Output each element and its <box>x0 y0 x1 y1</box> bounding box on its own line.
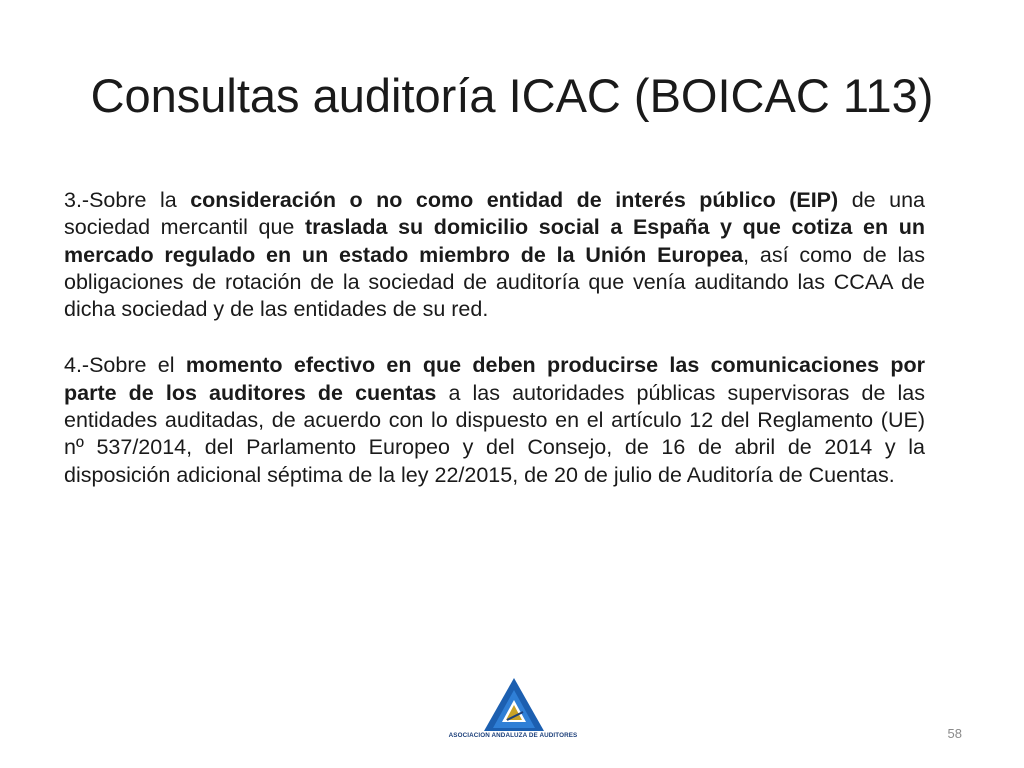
paragraph-consulta-3 <box>64 187 925 323</box>
bold-text-run: momento efectivo en que deben producirse las comunicaciones por parte de los auditores de cuentas <box>64 353 925 405</box>
bold-text-run: consideración o no como entidad de interés público (EIP) <box>190 188 839 212</box>
page-number: 58 <box>947 726 962 741</box>
text-run: , así como de las obligaciones de rotación de la sociedad de auditoría que venía auditando las CCAA de dicha sociedad y de las entidades de su red. <box>64 242 926 322</box>
slide-title: Consultas auditoría ICAC (BOICAC 113) <box>90 69 934 122</box>
slide-body <box>64 187 925 489</box>
logo-text: ASOCIACION ANDALUZA DE AUDITORES <box>448 732 578 739</box>
text-run: de una sociedad mercantil que <box>64 188 925 240</box>
text-run: 3.-Sobre la <box>64 188 191 212</box>
text-run: a las autoridades públicas supervisoras de las entidades auditadas, de acuerdo con lo dispuesto en el artículo 12 del Reglamento (UE) nº 537/2014, del Parlamento Europeo y del Consejo, de 16 de abril de 2014 y la disposición adicional séptima de la ley 22/2015, de 20 de julio de Auditoría de Cuentas. <box>64 380 925 487</box>
text-run: 4.-Sobre el <box>64 353 186 378</box>
association-logo <box>440 676 586 740</box>
triangle-logo-icon <box>483 676 545 732</box>
paragraph-consulta-4 <box>64 352 925 488</box>
bold-text-run: traslada su domicilio social a España y que cotiza en un mercado regulado en un estado miembro de la Unión Europea <box>64 215 925 267</box>
